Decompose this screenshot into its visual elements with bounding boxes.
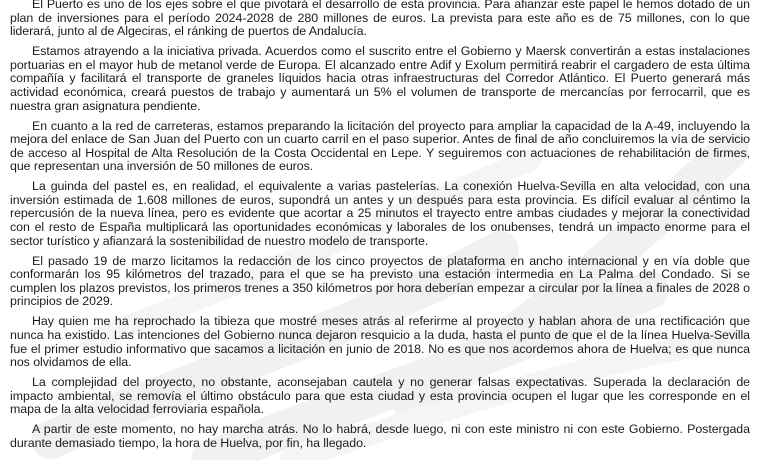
paragraph-licitacion-proyectos: El pasado 19 de marzo licitamos la redacción de los cinco proyectos de plataforma en ancho internacional y en vía doble que conformarán los 95 kilómetros del trazado, para el que se ha previsto una estación intermedia en La Palma del Condado. Si se cumplen los plazos previstos, los primeros trenes a 350 kilómetros por hora deberían empezar a circular por la línea a finales de 2028 o principios de 2029. [10,253,750,309]
paragraph-alta-velocidad: La guinda del pastel es, en realidad, el equivalente a varias pastelerías. La conexión Huelva-Sevilla en alta velocidad, con una inversión estimada de 1.608 millones de euros, supondrá un antes y un después para esta provincia. Es difícil evaluar al céntimo la repercusión de la nueva línea, pero es evidente que acortar a 25 minutos el trayecto entre ambas ciudades y mejorar la conectividad con el resto de España multiplicará las oportunidades económicas y laborales de los onubenses, tendrá un impacto enorme para el sector turístico y afianzará la sostenibilidad de nuestro modelo de transporte. [10,179,750,248]
paragraph-red-carreteras: En cuanto a la red de carreteras, estamos preparando la licitación del proyecto para ampliar la capacidad de la A-49, incluyendo la mejora del enlace de San Juan del Puerto con un cuarto carril en el paso superior. Antes de final de año concluiremos la vía de servicio de acceso al Hospital de Alta Resolución de la Costa Occidental en Lepe. Y seguiremos con actuaciones de rehabilitación de firmes, que representan una inversión de 50 millones de euros. [10,118,750,174]
article-body [10,0,750,457]
paragraph-complejidad-proyecto: La complejidad del proyecto, no obstante, aconsejaban cautela y no generar falsas expectativas. Superada la declaración de impacto ambiental, se removía el último obstáculo para que esta ciudad y esta provincia ocupen el lugar que les corresponde en el mapa de la alta velocidad ferroviaria española. [10,375,750,417]
paragraph-tibieza-rectificacion: Hay quien me ha reprochado la tibieza que mostré meses atrás al referirme al proyecto y hablan ahora de una rectificación que nunca ha existido. Las intenciones del Gobierno nunca dejaron resquicio a la duda, hasta el punto de que el de la línea Huelva-Sevilla fue el primer estudio informativo que sacamos a licitación en junio de 2018. No es que nos acordemos ahora de Huelva; es que nunca nos olvidamos de ella. [10,314,750,370]
paragraph-puerto-inversiones: El Puerto es uno de los ejes sobre el que pivotará el desarrollo de esta provincia. Para afianzar este papel le hemos dotado de un plan de inversiones para el período 2024-2028 de 280 millones de euros. La prevista para este año es de 75 millones, con lo que liderará, junto al de Algeciras, el ránking de puertos de Andalucía. [10,0,750,39]
paragraph-iniciativa-privada: Estamos atrayendo a la iniciativa privada. Acuerdos como el suscrito entre el Gobierno y Maersk convertirán a estas instalaciones portuarias en el mayor hub de metanol verde de Europa. El alcanzado entre Adif y Exolum permitirá reabrir el cargadero de esta última compañía y facilitará el transporte de graneles líquidos hacia otras infraestructuras del Corredor Atlántico. El Puerto generará más actividad económica, creará puestos de trabajo y aumentará un 5% el volumen de transporte de mercancías por ferrocarril, que es nuestra gran asignatura pendiente. [10,44,750,113]
paragraph-hora-de-huelva: A partir de este momento, no hay marcha atrás. No lo habrá, desde luego, ni con este ministro ni con este Gobierno. Postergada durante demasiado tiempo, la hora de Huelva, por fin, ha llegado. [10,422,750,450]
